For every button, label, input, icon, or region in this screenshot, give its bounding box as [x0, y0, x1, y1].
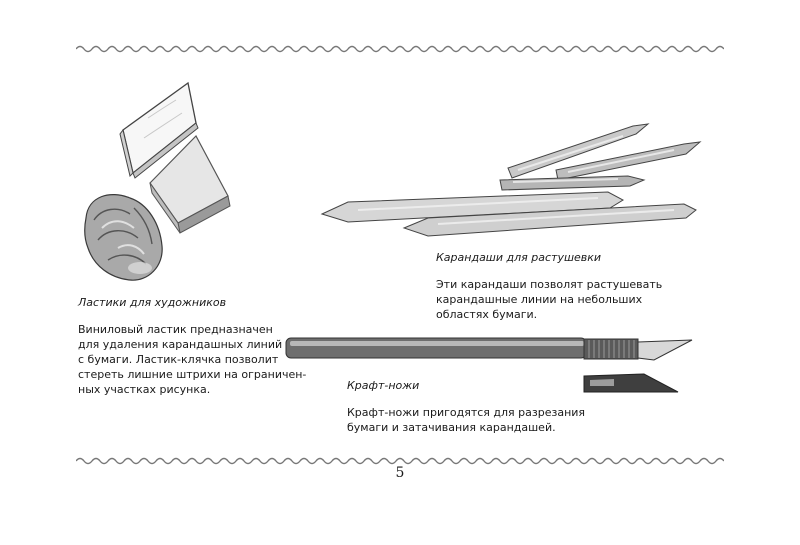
erasers-caption: Ластики для художников	[78, 296, 227, 309]
craft-knife-illustration	[284, 330, 696, 398]
blending-pencils-illustration	[318, 118, 708, 238]
page-number: 5	[395, 465, 405, 481]
blending-pencils-line-1: Эти карандаши позволят растушевать	[436, 278, 663, 291]
blending-pencils-description	[436, 277, 662, 322]
craft-knives-line-1: Крафт-ножи пригодятся для разрезания	[347, 406, 586, 419]
erasers-line-3: с бумаги. Ластик-клячка позволит	[78, 353, 279, 366]
erasers-line-2: для удаления карандашных линий	[78, 338, 283, 351]
craft-knives-caption: Крафт-ножи	[347, 379, 420, 392]
erasers-line-4: стереть лишние штрихи на ограничен-	[78, 368, 307, 381]
erasers-description	[78, 322, 306, 397]
craft-knives-line-2: бумаги и затачивания карандашей.	[347, 421, 556, 434]
top-wavy-divider	[76, 44, 724, 54]
blending-pencils-line-3: областях бумаги.	[436, 308, 538, 321]
blending-pencils-line-2: карандашные линии на небольших	[436, 293, 643, 306]
erasers-line-1: Виниловый ластик предназначен	[78, 323, 273, 336]
blending-pencils-caption: Карандаши для растушевки	[436, 251, 602, 264]
erasers-illustration	[78, 78, 238, 288]
craft-knives-description	[347, 405, 585, 435]
erasers-line-5: ных участках рисунка.	[78, 383, 211, 396]
